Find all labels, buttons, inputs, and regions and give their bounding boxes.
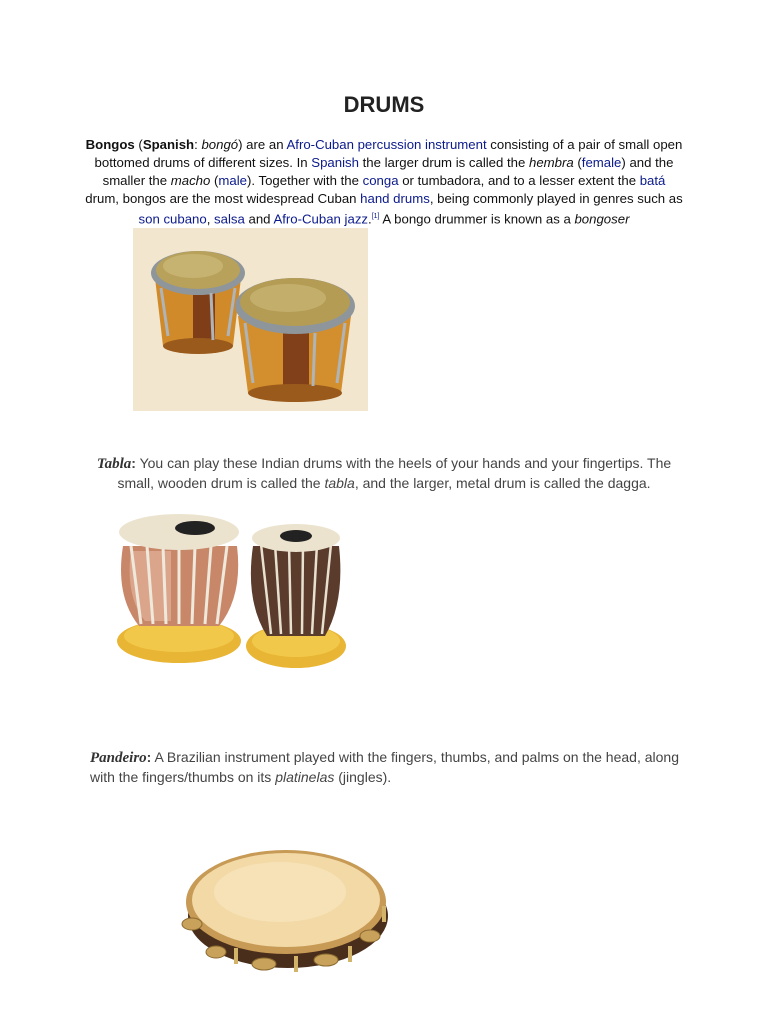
pandeiro-label: Pandeiro bbox=[90, 750, 147, 766]
text-run: the larger drum is called the bbox=[358, 155, 530, 170]
text-run: and bbox=[244, 211, 274, 227]
tabla-label: Tabla bbox=[96, 456, 132, 472]
text-run: or tumbadora, and to a lesser extent the bbox=[398, 173, 640, 188]
tabla-term: tabla bbox=[324, 475, 355, 491]
text-run: , being commonly played in genres such as bbox=[429, 191, 683, 206]
link-conga[interactable]: conga bbox=[362, 173, 399, 188]
pandeiro-paragraph bbox=[90, 748, 680, 787]
tabla-paragraph bbox=[92, 454, 676, 493]
text-run: You can play these Indian drums with the heels of your hands and your fingertips. The small, wooden drum is called the bbox=[117, 455, 672, 491]
page-title: DRUMS bbox=[343, 92, 425, 117]
hembra-term: hembra bbox=[529, 155, 574, 170]
text-run: ) and the smaller the bbox=[102, 155, 674, 188]
text-run: drum, bongos are the most widespread Cuban bbox=[85, 191, 361, 206]
text-run: , bbox=[206, 211, 215, 227]
link-spanish[interactable]: Spanish bbox=[311, 155, 359, 170]
tabla-drums-image bbox=[111, 506, 348, 678]
link-afro-cuban-percussion[interactable]: Afro-Cuban percussion instrument bbox=[286, 137, 487, 152]
text-run: ( bbox=[573, 155, 582, 170]
pandeiro-image bbox=[176, 836, 396, 976]
bongo-drums-image bbox=[133, 228, 368, 411]
footnote-link[interactable]: [1] bbox=[371, 213, 380, 220]
text-run: ( bbox=[210, 173, 219, 188]
platinelas-term: platinelas bbox=[275, 769, 335, 785]
text-run: . bbox=[368, 211, 372, 227]
text-run: : bbox=[146, 749, 152, 765]
text-run: A Brazilian instrument played with the fingers, thumbs, and palms on the head, along with the fingers/thumbs on its bbox=[90, 749, 679, 785]
link-bata[interactable]: batá bbox=[639, 173, 666, 188]
spanish-label: Spanish bbox=[142, 137, 195, 152]
link-afro-cuban-jazz[interactable]: Afro-Cuban jazz bbox=[273, 211, 369, 227]
text-run: : bbox=[194, 137, 202, 152]
text-run: ( bbox=[134, 137, 143, 152]
text-run: : bbox=[131, 455, 136, 471]
link-hand-drums[interactable]: hand drums bbox=[360, 191, 430, 206]
text-run: , and the larger, metal drum is called the dagga. bbox=[354, 475, 651, 491]
text-run: ). Together with the bbox=[247, 173, 363, 188]
macho-term: macho bbox=[170, 173, 211, 188]
bongoser-term: bongoser bbox=[574, 211, 630, 227]
text-run: ) are an bbox=[238, 137, 287, 152]
link-female[interactable]: female bbox=[581, 155, 622, 170]
text-run: A bongo drummer is known as a bbox=[379, 211, 575, 227]
link-male[interactable]: male bbox=[218, 173, 248, 188]
link-salsa[interactable]: salsa bbox=[214, 211, 245, 227]
text-run: consisting of a pair of small open bottomed drums of different sizes. In bbox=[94, 137, 683, 170]
bongos-paragraph bbox=[84, 136, 684, 228]
link-son-cubano[interactable]: son cubano bbox=[138, 211, 207, 227]
spanish-term: bongó bbox=[201, 137, 239, 152]
text-run: (jingles). bbox=[334, 769, 392, 785]
bongos-term: Bongos bbox=[85, 137, 135, 152]
